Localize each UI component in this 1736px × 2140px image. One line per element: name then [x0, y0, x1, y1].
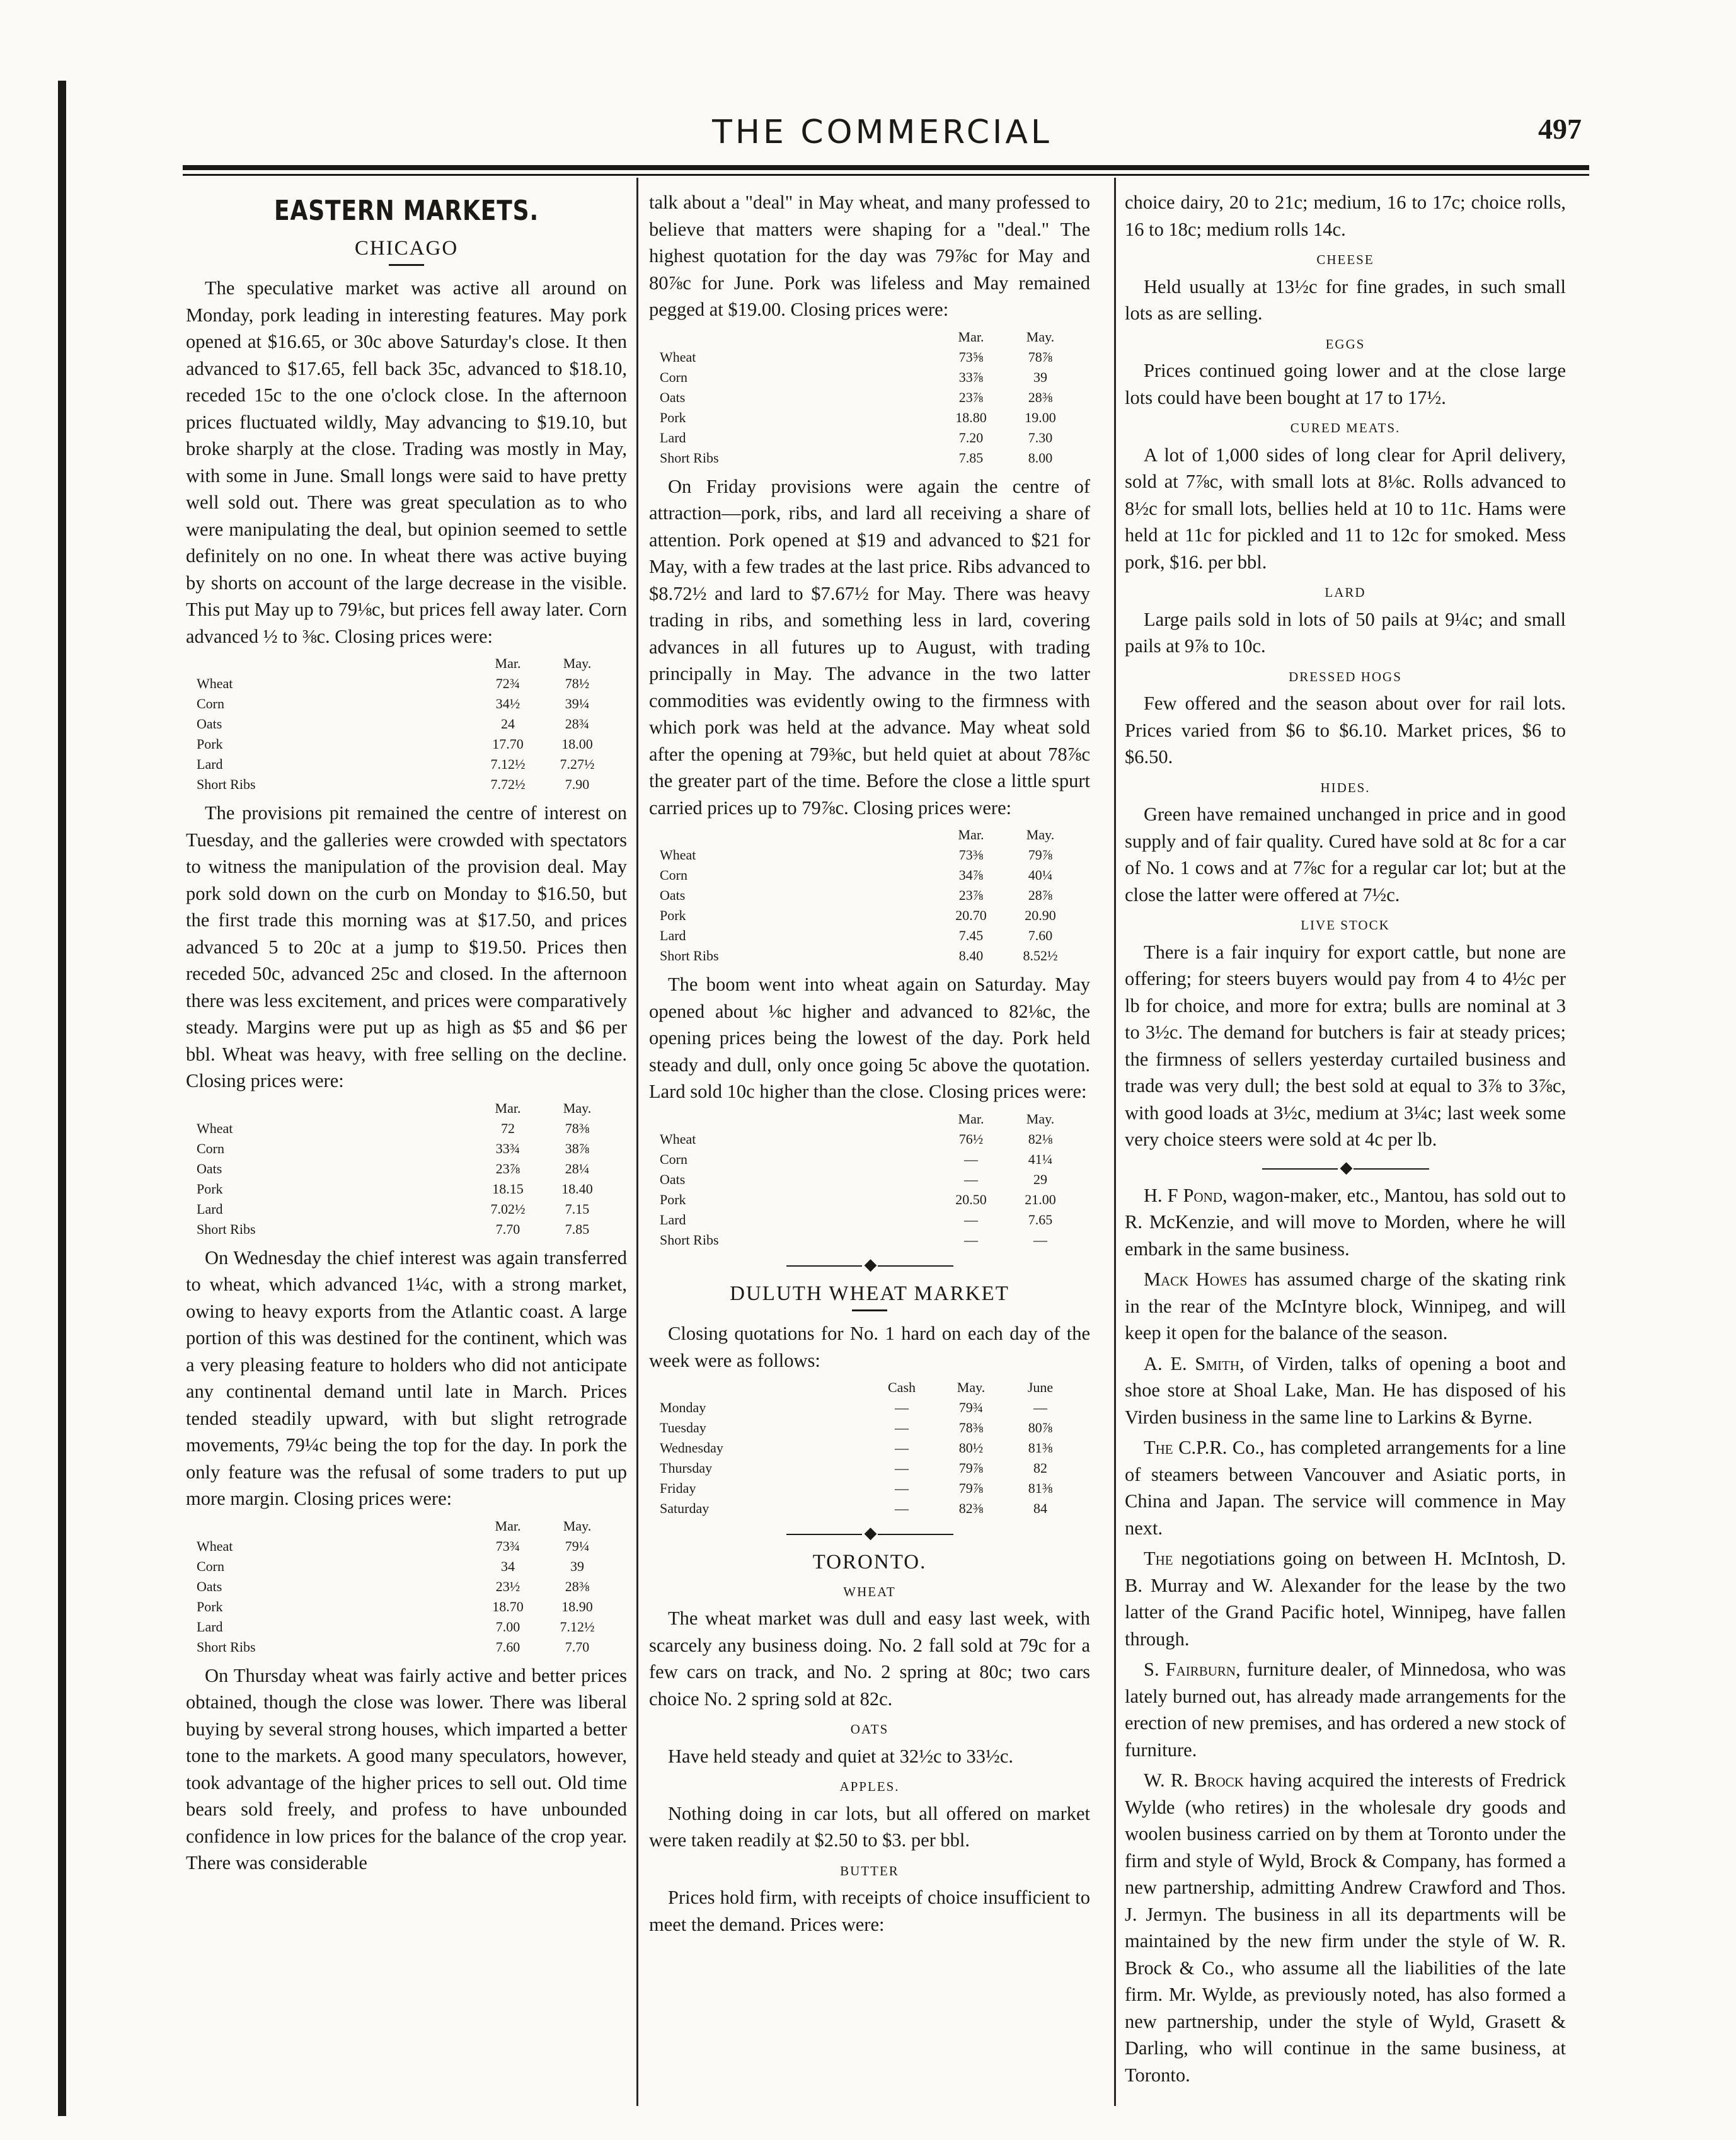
table-row — [196, 653, 612, 674]
table-cell: 79⅞ — [1028, 847, 1053, 863]
table-row — [659, 906, 1075, 926]
table-row — [196, 1597, 612, 1617]
table-row — [659, 1149, 1075, 1170]
table-cell: 73⅜ — [958, 847, 984, 863]
table-row — [659, 926, 1075, 946]
table-cell: Short Ribs — [197, 1221, 256, 1237]
table-cell: Oats — [197, 716, 222, 732]
table-row — [659, 327, 1075, 347]
column-1 — [186, 189, 627, 1880]
table-cell: — — [1033, 1400, 1047, 1415]
notice-paragraph — [1125, 1266, 1566, 1347]
table-cell: Saturday — [660, 1500, 710, 1516]
table-header-cell: Mar. — [958, 328, 984, 345]
article-paragraph: Prices hold firm, with receipts of choice insufficient to meet the demand. Prices were: — [649, 1887, 1090, 1935]
table-header-cell — [196, 653, 473, 674]
table-row — [196, 1199, 612, 1219]
table-header-cell: Mar. — [495, 1517, 521, 1534]
column-divider — [636, 178, 638, 2106]
table-cell: 19.00 — [1025, 409, 1056, 425]
table-row — [196, 1536, 612, 1556]
price-table — [659, 1109, 1075, 1250]
article-paragraph: The boom went into wheat again on Saturday. May opened about ⅛c higher and advanced to 82⅛c, the opening prices being the lowest of the day. Pork held steady and dull, only once going 5c above the quotation. Lard sold 10c higher than the close. Closing prices were: — [649, 974, 1090, 1102]
table-row — [196, 1098, 612, 1119]
table-cell: Corn — [197, 1140, 224, 1156]
notice-text: H. F Pond, — [1144, 1184, 1227, 1206]
table-cell: 8.40 — [958, 948, 984, 964]
table-cell: Short Ribs — [660, 1231, 719, 1248]
table-cell: — — [964, 1151, 978, 1167]
table-cell: 7.45 — [958, 928, 984, 943]
table-cell: 73⅝ — [958, 348, 984, 365]
notice-text: having acquired the interests of Fredrick Wylde (who retires) in the wholesale dry goods and woolen business carried on by them at Toronto under the firm and style of Wyld, Brock & Company, has formed a new partnership, admitting Andrew Crawford and Thos. J. Jermyn. The business in all its departments will be maintained by the new firm under the style of W. R. Brock & Co., who assume all the liabilities of the late firm. Mr. Wylde, as previously noted, has also formed a new partnership, under the style of Wyld, Grasett & Darling, who will continue in the same business, at Toronto. — [1125, 1769, 1566, 2086]
table-cell: 78⅜ — [565, 1120, 590, 1136]
table-cell: 79¼ — [565, 1538, 590, 1554]
notice-text: W. R. Brock — [1144, 1769, 1244, 1791]
column-2 — [649, 189, 1090, 1942]
table-cell: 20.90 — [1025, 907, 1056, 923]
article-paragraph: The wheat market was dull and easy last week, with scarcely any business doing. No. 2 fall sold at 79c for a few cars on track, and No. 2 spring at 80c; two cars choice No. 2 spring sold at 82c. — [649, 1608, 1090, 1710]
table-row — [196, 1516, 612, 1536]
table-header-cell — [659, 327, 936, 347]
table-cell: 78⅞ — [1028, 348, 1053, 365]
table-cell: 7.00 — [495, 1618, 520, 1635]
table-cell: Wheat — [197, 1538, 233, 1554]
table-cell: 24 — [501, 716, 515, 732]
section-heading: TORONTO. — [812, 1551, 927, 1573]
table-cell: 84 — [1033, 1500, 1047, 1516]
notice-text: has assumed charge of the skating rink in the rear of the McIntyre block, Winnipeg, and will keep it open for the balance of the season. — [1125, 1268, 1566, 1343]
table-cell: — — [895, 1460, 909, 1476]
table-row — [196, 1159, 612, 1179]
article-paragraph: Have held steady and quiet at 32½c to 33½c. — [668, 1745, 1013, 1767]
table-cell: — — [895, 1420, 909, 1435]
table-row — [196, 1556, 612, 1577]
notice-text: Mack Howes — [1144, 1268, 1248, 1290]
table-row — [196, 754, 612, 774]
table-cell: 80⅞ — [1028, 1420, 1053, 1435]
table-cell: 81⅜ — [1028, 1480, 1053, 1496]
notice-text: S. Fairburn, — [1144, 1659, 1241, 1680]
subheading: LIVE STOCK — [1301, 918, 1390, 933]
table-cell: 39 — [570, 1558, 584, 1574]
table-header-cell: May. — [1026, 1110, 1055, 1127]
table-cell: Wheat — [197, 676, 233, 691]
table-row — [659, 1418, 1075, 1438]
subheading: EGGS — [1325, 336, 1365, 352]
table-cell: 20.50 — [955, 1191, 987, 1207]
table-cell: — — [964, 1211, 978, 1228]
table-cell: 79⅞ — [958, 1480, 984, 1496]
table-cell: 23⅞ — [495, 1160, 520, 1176]
article-paragraph: choice dairy, 20 to 21c; medium, 16 to 17c; choice rolls, 16 to 18c; medium rolls 14c. — [1125, 192, 1566, 240]
table-row — [196, 714, 612, 734]
table-cell: 23⅞ — [958, 389, 984, 405]
subheading: CHEESE — [1316, 252, 1374, 267]
subheading: DRESSED HOGS — [1289, 669, 1402, 684]
table-cell: Oats — [197, 1160, 222, 1176]
article-paragraph: Large pails sold in lots of 50 pails at 9¼c; and small pails at 9⅞ to 10c. — [1125, 608, 1566, 657]
table-cell: — — [1033, 1231, 1047, 1248]
price-table — [196, 1098, 612, 1240]
table-cell: 7.20 — [958, 429, 984, 446]
article-paragraph: On Friday provisions were again the centre of attraction—pork, ribs, and lard all receiving a share of attention. Pork opened at $19 and advanced to $21 for May, with a few trades at the last price. Ribs advanced to $8.72½ and lard to $7.67½ for May. There was heavy trading in ribs, and something less in lard, covering advances in all futures up to August, with trading principally in May. The advance in the two latter commodities was evidently owing to the firmness with which pork was held at the advance. May wheat sold after the opening at 79⅜c, but held quiet at about 78⅞c the greater part of the time. Before the close a little spurt carried prices up to 79⅞c. Closing prices were: — [649, 475, 1090, 819]
table-row — [659, 448, 1075, 468]
table-cell: Oats — [660, 1171, 686, 1187]
duluth-table — [659, 1378, 1075, 1519]
table-row — [659, 1210, 1075, 1230]
table-cell: 72¾ — [495, 676, 520, 691]
binding-edge — [58, 81, 66, 2116]
article-paragraph: Few offered and the season about over for rail lots. Prices varied from $6 to $6.10. Market prices, $6 to $6.50. — [1125, 693, 1566, 768]
section-heading: DULUTH WHEAT MARKET — [730, 1282, 1009, 1305]
table-row — [659, 1499, 1075, 1519]
table-cell: 34 — [501, 1558, 515, 1574]
table-cell: Pork — [197, 736, 223, 752]
masthead — [170, 112, 1594, 156]
table-cell: 72 — [501, 1120, 515, 1136]
table-cell: 7.85 — [958, 449, 984, 466]
table-row — [196, 1577, 612, 1597]
table-cell: 18.40 — [561, 1180, 593, 1197]
notice-paragraph — [1125, 1434, 1566, 1541]
table-header-cell — [659, 1109, 936, 1129]
table-header-cell — [659, 825, 936, 845]
table-cell: 7.15 — [565, 1200, 590, 1217]
table-cell: — — [964, 1171, 978, 1187]
table-cell: 34⅞ — [958, 867, 984, 883]
table-cell: 20.70 — [955, 907, 987, 923]
table-row — [196, 734, 612, 754]
table-row — [659, 1109, 1075, 1129]
table-header-cell: Mar. — [495, 655, 521, 671]
table-cell: Short Ribs — [660, 449, 719, 466]
table-cell: 18.80 — [955, 409, 987, 425]
table-row — [659, 946, 1075, 966]
table-cell: 8.52½ — [1023, 948, 1058, 964]
table-cell: Corn — [197, 1558, 224, 1574]
table-cell: 28¼ — [565, 1160, 590, 1176]
article-paragraph: talk about a "deal" in May wheat, and many professed to believe that matters were shaping for a "deal." The highest quotation for the day was 79⅞c for May and 80⅞c for June. Pork was lifeless and May remained pegged at $19.00. Closing prices were: — [649, 192, 1090, 320]
table-row — [659, 825, 1075, 845]
table-cell: 28⅜ — [565, 1578, 590, 1594]
table-row — [659, 1190, 1075, 1210]
table-cell: Oats — [660, 887, 686, 903]
table-cell: 7.70 — [565, 1638, 590, 1655]
table-cell: Oats — [660, 389, 686, 405]
table-cell: Lard — [197, 1200, 223, 1217]
table-cell: 78½ — [565, 676, 590, 691]
table-row — [659, 1398, 1075, 1418]
subheading: HIDES. — [1320, 779, 1371, 795]
price-table — [196, 653, 612, 795]
notice-text: The — [1144, 1437, 1173, 1458]
table-row — [659, 347, 1075, 367]
table-cell: 23⅞ — [958, 887, 984, 903]
article-paragraph: On Thursday wheat was fairly active and better prices obtained, though the close was lower. There was liberal buying by several strong houses, which imparted a better tone to the markets. A good many speculators, however, took advantage of the higher prices to sell out. Old time bears sold freely, and profess to have unbounded confidence in low prices for the balance of the crop year. There was considerable — [186, 1664, 627, 1873]
table-row — [659, 1129, 1075, 1149]
table-header-cell: Mar. — [495, 1100, 521, 1116]
price-table — [659, 825, 1075, 966]
price-table — [196, 1516, 612, 1657]
article-paragraph: A lot of 1,000 sides of long clear for April delivery, sold at 7⅞c, with small lots at 8⅛c. Rolls advanced to 8½c for small lots, bellies held at 10 to 11c. Hams were held at 11c for pickled and 11 to 12c for smoked. Mess pork, $16. per bbl. — [1125, 444, 1566, 573]
header-rule — [183, 165, 1589, 170]
table-header-cell: May. — [563, 655, 592, 671]
subheading: CURED MEATS. — [1290, 420, 1401, 435]
table-row — [659, 865, 1075, 885]
subheading: APPLES. — [839, 1779, 900, 1794]
column-divider — [1114, 178, 1116, 2106]
table-cell: 18.70 — [492, 1598, 524, 1614]
table-row — [659, 1170, 1075, 1190]
table-cell: — — [895, 1480, 909, 1496]
table-cell: 39 — [1033, 369, 1047, 385]
table-cell: Lard — [197, 1618, 223, 1635]
table-cell: 18.15 — [492, 1180, 524, 1197]
table-row — [196, 1617, 612, 1637]
table-row — [196, 1119, 612, 1139]
table-row — [196, 674, 612, 694]
table-cell: 82⅜ — [958, 1500, 984, 1516]
heading-rule — [389, 264, 424, 266]
table-cell: 73¾ — [495, 1538, 520, 1554]
table-cell: Lard — [197, 756, 223, 772]
notice-paragraph — [1125, 1656, 1566, 1763]
table-cell: Pork — [660, 409, 686, 425]
table-cell: 7.90 — [565, 776, 590, 792]
table-cell: — — [895, 1440, 909, 1456]
table-cell: 29 — [1033, 1171, 1047, 1187]
notice-text: wagon-maker, etc., Mantou, has sold out to R. McKenzie, and will move to Morden, where he will embark in the same business. — [1125, 1184, 1566, 1260]
table-cell: 7.60 — [495, 1638, 520, 1655]
notice-paragraph — [1125, 1350, 1566, 1431]
table-cell: 38⅞ — [565, 1140, 590, 1156]
notice-text: The — [1144, 1548, 1173, 1569]
table-row — [196, 1219, 612, 1240]
subheading: WHEAT — [843, 1584, 896, 1599]
table-header-cell: May. — [1026, 328, 1055, 345]
table-row — [659, 1458, 1075, 1478]
table-cell: — — [895, 1400, 909, 1415]
notice-text: of Virden, talks of opening a boot and shoe store at Shoal Lake, Man. He has disposed of his Virden business in the same line to Larkins & Byrne. — [1125, 1352, 1566, 1428]
section-separator: ◆ — [1125, 1158, 1566, 1177]
table-cell: 7.27½ — [560, 756, 595, 772]
table-cell: Corn — [660, 1151, 687, 1167]
table-cell: Lard — [660, 1211, 686, 1228]
table-header-cell — [196, 1098, 473, 1119]
table-cell: 79⅞ — [958, 1460, 984, 1476]
table-cell: 18.90 — [561, 1598, 593, 1614]
article-paragraph: Closing quotations for No. 1 hard on each day of the week were as follows: — [649, 1323, 1090, 1371]
table-cell: 28⅜ — [1028, 389, 1053, 405]
table-cell: 21.00 — [1025, 1191, 1056, 1207]
table-cell: Tuesday — [660, 1420, 706, 1435]
table-cell: — — [895, 1500, 909, 1516]
table-cell: 33⅞ — [958, 369, 984, 385]
table-cell: 28¾ — [565, 716, 590, 732]
table-row — [659, 428, 1075, 448]
table-cell: 7.12½ — [490, 756, 526, 772]
section-separator: ◆ — [649, 1255, 1090, 1274]
notice-paragraph — [1125, 1182, 1566, 1263]
table-row — [659, 1378, 1075, 1398]
article-paragraph: The provisions pit remained the centre of interest on Tuesday, and the galleries were crowded with spectators to witness the manipulation of the provision deal. May pork sold down on the curb on Monday to $16.50, but the first trade this morning was at $17.50, and prices advanced 5 to 20c at a jump to $19.50. Prices then receded 50c, advanced 25c and closed. In the afternoon there was less excitement, and prices were comparatively steady. Margins were put up as high as $5 and $6 per bbl. Wheat was heavy, with free selling on the decline. Closing prices were: — [186, 802, 627, 1091]
table-row — [659, 367, 1075, 388]
article-paragraph: On Wednesday the chief interest was again transferred to wheat, which advanced 1¼c, with a strong market, owing to heavy exports from the Atlantic coast. A large portion of this was destined for the continent, which was a very pleasing feature to holders who did not anticipate any continental demand until late in March. Prices tended steadily upward, with but slight retrograde movements, 79¼c being the top for the day. In pork the only feature was the refusal of some traders to put up more margin. Closing prices were: — [186, 1246, 627, 1509]
table-cell: 79¾ — [958, 1400, 984, 1415]
notice-text: furniture dealer, of Minnedosa, who was lately burned out, has already made arrangements for the erection of new premises, and has ordered a new stock of furniture. — [1125, 1659, 1566, 1761]
table-row — [659, 388, 1075, 408]
article-paragraph: There is a fair inquiry for export cattle, but none are offering; for steers buyers would pay from 4 to 4½c per lb for choice, and more for extra; bulls are nominal at 3 to 3½c. The demand for butchers is fair at steady prices; the firmness of sellers yesterday curtailed business and trade was very dull; the best sold at equal to 3⅞ to 3⅞c, with good loads at 3½c, medium at 3¼c; last week some very choice steers were sold at 4c per lb. — [1125, 941, 1566, 1150]
subheading: BUTTER — [840, 1863, 899, 1878]
table-cell: Wheat — [660, 847, 696, 863]
table-row — [659, 1478, 1075, 1499]
notice-paragraph — [1125, 1545, 1566, 1652]
table-cell: 18.00 — [561, 736, 593, 752]
table-cell: 7.12½ — [560, 1618, 595, 1635]
article-paragraph: Nothing doing in car lots, but all offered on market were taken readily at $2.50 to $3. per bbl. — [649, 1802, 1090, 1851]
table-row — [196, 694, 612, 714]
table-cell: Wheat — [197, 1120, 233, 1136]
article-paragraph: Green have remained unchanged in price and in good supply and of fair quality. Cured have sold at 8c for a car of No. 1 cows and at 7⅞c for a regular car lot; but at the close the latter were offered at 7½c. — [1125, 803, 1566, 906]
table-row — [659, 1230, 1075, 1250]
table-cell: 7.85 — [565, 1221, 590, 1237]
table-row — [659, 408, 1075, 428]
table-cell: Wednesday — [660, 1440, 723, 1456]
table-cell: 33¾ — [495, 1140, 520, 1156]
table-cell: Lard — [660, 928, 686, 943]
table-cell: 23½ — [495, 1578, 520, 1594]
table-cell: 39¼ — [565, 696, 590, 711]
table-header-cell: June — [1027, 1379, 1054, 1395]
table-row — [196, 774, 612, 795]
notice-text: C.P.R. Co., has completed arrangements for a line of steamers between Vancouver and Asiatic ports, in China and Japan. The service will commence in May next. — [1125, 1437, 1566, 1539]
table-row — [196, 1179, 612, 1199]
heading-rule — [852, 1309, 887, 1311]
notice-paragraph — [1125, 1767, 1566, 2088]
section-separator: ◆ — [649, 1524, 1090, 1543]
table-cell: Short Ribs — [660, 948, 719, 964]
page-number: 497 — [1538, 113, 1582, 145]
table-cell: — — [964, 1231, 978, 1248]
article-paragraph: Held usually at 13½c for fine grades, in such small lots as are selling. — [1125, 275, 1566, 324]
table-cell: Monday — [660, 1400, 706, 1415]
table-cell: Pork — [197, 1180, 223, 1197]
table-cell: Wheat — [660, 348, 696, 365]
table-cell: Corn — [197, 696, 224, 711]
table-cell: 28⅞ — [1028, 887, 1053, 903]
table-cell: 7.70 — [495, 1221, 520, 1237]
newspaper-title: THE COMMERCIAL — [712, 113, 1052, 151]
subheading: OATS — [850, 1722, 889, 1737]
notice-text: negotiations going on between H. McIntosh, D. B. Murray and W. Alexander for the lease by the two latter of the Grand Pacific hotel, Winnipeg, have fallen through. — [1125, 1548, 1566, 1650]
table-cell: Short Ribs — [197, 1638, 256, 1655]
table-header-cell: May. — [563, 1517, 592, 1534]
table-cell: Pork — [660, 1191, 686, 1207]
table-cell: 82⅛ — [1028, 1130, 1053, 1147]
notice-text: A. E. Smith, — [1144, 1352, 1245, 1374]
price-table — [659, 327, 1075, 468]
article-paragraph: The speculative market was active all around on Monday, pork leading in interesting features. May pork opened at $16.65, or 30c above Saturday's close. It then advanced to $17.65, fell back 35c, advanced to $18.10, receded 15c to the one o'clock close. In the afternoon prices fluctuated wildly, May advancing to $19.10, but broke sharply at the close. Trading was mostly in May, with some in June. Small longs were said to have pretty well sold out. There was great speculation as to who were manipulating the deal, but opinion seemed to settle definitely on no one. In wheat there was active buying by shorts on account of the large decrease in the visible. This put May up to 79⅛c, but prices fell away later. Corn advanced ½ to ⅜c. Closing prices were: — [186, 277, 627, 647]
city-heading: CHICAGO — [354, 236, 459, 260]
table-cell: 7.60 — [1028, 928, 1053, 943]
table-header-cell: May. — [957, 1379, 986, 1395]
header-rule-thin — [183, 174, 1589, 176]
table-row — [196, 1139, 612, 1159]
subheading: LARD — [1325, 585, 1366, 600]
table-cell: Pork — [197, 1598, 223, 1614]
table-cell: 41¼ — [1028, 1151, 1053, 1167]
section-heading: EASTERN MARKETS. — [274, 195, 539, 227]
table-cell: 80½ — [958, 1440, 984, 1456]
table-cell: Corn — [660, 369, 687, 385]
table-cell: Corn — [660, 867, 687, 883]
table-cell: 34½ — [495, 696, 520, 711]
table-header-cell: Mar. — [958, 1110, 984, 1127]
table-cell: Oats — [197, 1578, 222, 1594]
table-cell: 7.30 — [1028, 429, 1053, 446]
table-header-cell: May. — [563, 1100, 592, 1116]
table-cell: Friday — [660, 1480, 696, 1496]
column-3 — [1125, 189, 1566, 2092]
table-cell: 17.70 — [492, 736, 524, 752]
table-cell: 81⅜ — [1028, 1440, 1053, 1456]
table-cell: Lard — [660, 429, 686, 446]
table-header-cell — [196, 1516, 473, 1536]
table-row — [659, 1438, 1075, 1458]
table-cell: Wheat — [660, 1130, 696, 1147]
table-header-cell: Cash — [888, 1379, 916, 1395]
table-cell: 76½ — [958, 1130, 984, 1147]
table-cell: 7.65 — [1028, 1211, 1053, 1228]
table-cell: 78⅜ — [958, 1420, 984, 1435]
table-row — [659, 885, 1075, 906]
table-cell: Pork — [660, 907, 686, 923]
table-cell: 8.00 — [1028, 449, 1053, 466]
table-cell: Short Ribs — [197, 776, 256, 792]
table-cell: 82 — [1033, 1460, 1047, 1476]
table-cell: 40¼ — [1028, 867, 1053, 883]
table-cell: 7.72½ — [490, 776, 526, 792]
table-row — [196, 1637, 612, 1657]
table-header-cell: May. — [1026, 827, 1055, 843]
table-header-cell: Mar. — [958, 827, 984, 843]
table-header-cell — [659, 1378, 867, 1398]
article-paragraph: Prices continued going lower and at the close large lots could have been bought at 17 to 17½. — [1125, 360, 1566, 408]
table-cell: Thursday — [660, 1460, 713, 1476]
table-cell: 7.02½ — [490, 1200, 526, 1217]
table-row — [659, 845, 1075, 865]
